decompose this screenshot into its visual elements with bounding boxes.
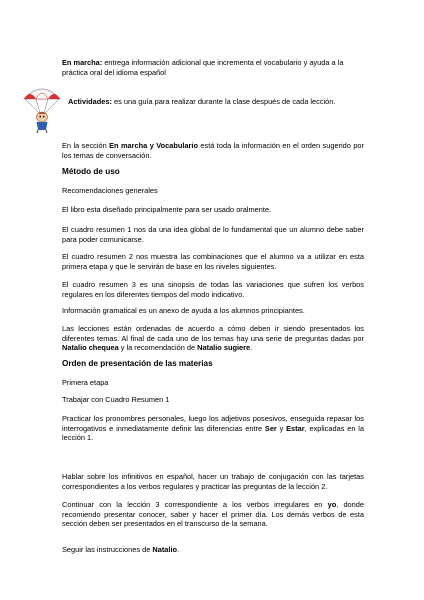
seccion-text-pre: En la sección [62, 141, 110, 150]
seccion-bold: En marcha y Vocabulario [109, 141, 198, 150]
en-marcha-paragraph [62, 58, 364, 77]
practicar-text-post: , explicadas en la lección 1. [62, 423, 364, 443]
lecciones-text-post: . [250, 343, 253, 353]
yo-bold: yo [327, 500, 337, 509]
parachute-mascot-icon [20, 83, 64, 133]
actividades-text: es una guía para realizar durante la clase después de cada lección. [111, 97, 336, 106]
natalio-chequea: Natalio chequea [62, 343, 119, 353]
seguir-line [62, 545, 364, 555]
practicar-paragraph [62, 414, 364, 443]
ser-bold: Ser [264, 423, 277, 433]
lecciones-paragraph [62, 324, 364, 353]
seccion-text-post: está toda la información en el orden sugerido por los temas de conversación. [62, 141, 365, 160]
info-gramatical-line: Información gramatical es un anexo de ayuda a los alumnos principiantes. [62, 306, 305, 315]
seccion-paragraph [62, 141, 364, 160]
primera-etapa-line: Primera etapa [62, 378, 109, 387]
en-marcha-text: entrega información adicional que incrementa el vocabulario y ayuda a la práctica oral del idioma español [62, 58, 344, 77]
seguir-text-pre: Seguir las instrucciones de [62, 545, 153, 554]
actividades-label: Actividades: [68, 97, 112, 106]
estar-bold: Estar [286, 423, 305, 433]
seguir-text-post: . [177, 545, 180, 554]
orden-heading: Orden de presentación de las materias [62, 359, 213, 368]
lecciones-text-pre: Las lecciones están ordenadas de acuerdo a cómo deben ir siendo presentados los diferentes temas. Al final de cada uno de los temas hay una serie de preguntas dadas por [62, 324, 364, 343]
cuadro2-paragraph: El cuadro resumen 2 nos muestra las combinaciones que el alumno va a utilizar en esta primera etapa y que le servirán de base en los niveles siguientes. [62, 252, 364, 271]
continuar-text-pre: Continuar con la lección 3 correspondiente a los verbos irregulares en [62, 500, 328, 509]
continuar-paragraph [62, 500, 364, 529]
en-marcha-label: En marcha: [62, 58, 103, 67]
cuadro3-paragraph: El cuadro resumen 3 es una sinopsis de todas las variaciones que sufren los verbos regulares en los diferentes tiempos del modo indicativo. [62, 280, 364, 299]
actividades-paragraph [68, 97, 370, 107]
metodo-heading: Método de uso [62, 167, 120, 176]
natalio-bold: Natalio [152, 545, 178, 554]
practicar-text-pre: Practicar los pronombres personales, luego los adjetivos posesivos, enseguida repasar los interrogativos e inmediatamente definir las diferencias entre [62, 414, 364, 433]
natalio-sugiere: Natalio sugiere [197, 343, 251, 353]
recomendaciones-line: Recomendaciones generales [62, 186, 158, 195]
continuar-text-post: , donde recomiendo presentar conocer, saber y hacer el primer día. Los demás verbos de esta sección deben ser presentados en el transcurso de la semana. [62, 500, 364, 529]
libro-line: El libro esta diseñado principalmente para ser usado oralmente. [62, 205, 272, 214]
practicar-text-mid: y [276, 423, 287, 433]
trabajar-line: Trabajar con Cuadro Resumen 1 [62, 395, 170, 404]
lecciones-text-mid: y la recomendación de [118, 343, 198, 353]
hablar-paragraph: Hablar sobre los infinitivos en español, hacer un trabajo de conjugación con las tarjetas correspondientes a los verbos regulares y practicar las preguntas de la lección 2. [62, 472, 364, 491]
cuadro1-paragraph: El cuadro resumen 1 nos da una idea global de lo fundamental que un alumno debe saber para poder comunicarse. [62, 225, 364, 244]
